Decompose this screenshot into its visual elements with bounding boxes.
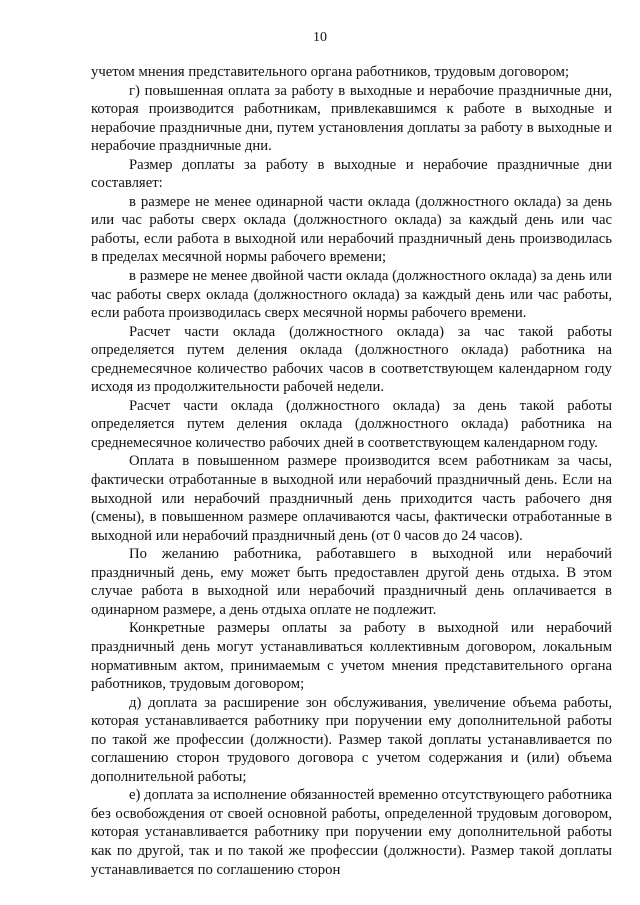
paragraph-continuation: учетом мнения представительного органа работников, трудовым договором; (91, 64, 570, 80)
paragraph-specific-amounts: Конкретные размеры оплаты за работу в выходной или нерабочий праздничный день могут устанавливаться коллективным договором, локальным нормативным актом, принимаемым с учетом мнения представительного органа работников, трудовым договором; (91, 620, 612, 693)
paragraph-weekend-pay-size: Размер доплаты за работу в выходные и нерабочие праздничные дни составляет: (91, 156, 612, 192)
paragraph-item-e: е) доплата за исполнение обязанностей временно отсутствующего работника без освобождения от своей основной работы, определенной трудовым договором, которая устанавливается работнику при поручении ему дополнительной работы как по другой, так и по такой же профессии (должности). Размер такой доплаты устанавливается по соглашению сторон (91, 787, 612, 878)
document-body (91, 63, 612, 879)
paragraph-increased-pay: Оплата в повышенном размере производится всем работникам за часы, фактически отработанные в выходной или нерабочий праздничный день. Если на выходной или нерабочий праздничный день приходится часть рабочего дня (смены), в повышенном размере оплачиваются часы, фактически отработанные в выходной или нерабочий праздничный день (от 0 часов до 24 часов). (91, 453, 612, 544)
paragraph-double-rate: в размере не менее двойной части оклада (должностного оклада) за день или час работы сверх оклада (должностного оклада) за каждый день или час работы, если работа производилась сверх месячной нормы рабочего времени. (91, 268, 612, 322)
paragraph-daily-calculation: Расчет части оклада (должностного оклада) за день такой работы определяется путем деления оклада (должностного оклада) работника на среднемесячное количество рабочих дней в соответствующем календарном году. (91, 397, 612, 451)
paragraph-item-d: д) доплата за расширение зон обслуживания, увеличение объема работы, которая устанавливается работнику при поручении ему дополнительной работы по такой же профессии (должности). Размер такой доплаты устанавливается по соглашению сторон трудового договора с учетом содержания и (или) объема дополнительной работы; (91, 694, 612, 785)
page-number: 10 (313, 30, 327, 45)
paragraph-item-g: г) повышенная оплата за работу в выходные и нерабочие праздничные дни, которая производится работникам, привлекавшимся к работе в выходные и нерабочие праздничные дни, путем установления доплаты за работу в выходные и нерабочие праздничные дни. (91, 82, 612, 155)
paragraph-day-off-option: По желанию работника, работавшего в выходной или нерабочий праздничный день, ему может быть предоставлен другой день отдыха. В этом случае работа в выходной или нерабочий праздничный день оплачивается в одинарном размере, а день отдыха оплате не подлежит. (91, 546, 612, 618)
paragraph-hourly-calculation: Расчет части оклада (должностного оклада) за час такой работы определяется путем деления оклада (должностного оклада) работника на среднемесячное количество рабочих часов в соответствующем календарном году исходя из продолжительности рабочей недели. (91, 323, 612, 396)
paragraph-single-rate: в размере не менее одинарной части оклада (должностного оклада) за день или час работы сверх оклада (должностного оклада) за каждый день или час работы, если работа в выходной или нерабочий праздничный день производилась в пределах месячной нормы рабочего времени; (91, 193, 612, 266)
